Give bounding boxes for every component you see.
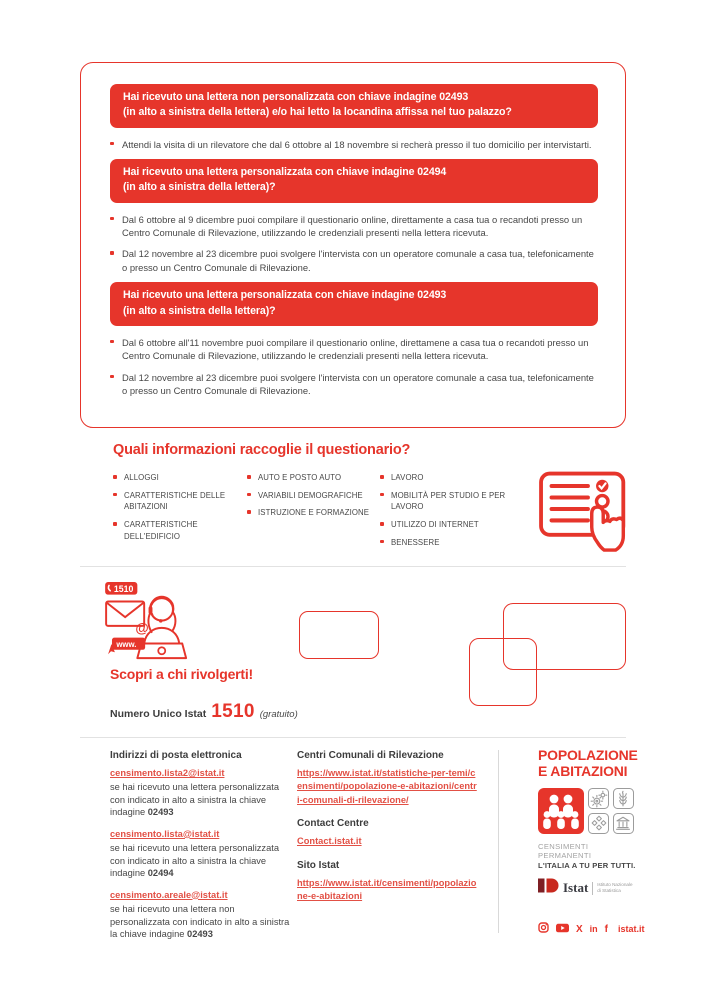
bullet-icon <box>110 251 114 255</box>
question-banner-3 <box>110 282 598 326</box>
x-twitter-icon[interactable]: X <box>576 923 583 935</box>
survey-key: 02494 <box>417 166 447 179</box>
number-label: Numero Unico Istat <box>110 708 207 720</box>
email-entry <box>110 828 294 880</box>
section-divider <box>80 566 626 567</box>
survey-key: 02493 <box>439 91 469 103</box>
bullet-icon <box>113 475 117 479</box>
svg-text:www.: www. <box>116 639 137 649</box>
bullet-icon <box>380 522 384 526</box>
answer-item: Dal 12 novembre al 23 dicembre puoi svolgere l'intervista con un operatore comunale a casa tua, telefonicamente o presso un Centro Comunale di Rilevazione. <box>110 371 598 398</box>
facebook-icon[interactable]: f <box>604 923 609 935</box>
survey-key: 02493 <box>147 807 174 818</box>
contact-centre-link[interactable]: Contact.istat.it <box>297 836 362 847</box>
question-line: (in alto a sinistra della lettera)? <box>123 304 276 317</box>
answer-item: Attendi la visita di un rilevatore che dal 6 ottobre al 18 novembre si recherà presso il tuo domicilio per intervistarti. <box>110 138 598 151</box>
phone-1510-badge <box>105 582 137 595</box>
social-links-row <box>538 920 645 938</box>
contact-operator-icon <box>104 582 198 667</box>
svg-text:@: @ <box>135 620 149 636</box>
number-note: (gratuito) <box>259 709 298 720</box>
info-item: AUTO E POSTO AUTO <box>247 472 380 484</box>
tagline: L'ITALIA A TU PER TUTTI. <box>538 861 636 871</box>
info-item: UTILIZZO DI INTERNET <box>380 519 525 531</box>
bullet-icon <box>113 493 117 497</box>
column-title: Sito Istat <box>297 859 340 871</box>
email-entry <box>110 767 294 819</box>
section-title: Quali informazioni raccoglie il questionario? <box>113 442 411 458</box>
bullet-icon <box>113 522 117 526</box>
census-pictogram-grid <box>588 788 634 834</box>
unique-number-row <box>110 701 298 723</box>
bullet-icon <box>110 142 114 146</box>
survey-key: 02494 <box>147 868 174 879</box>
email-description: se hai ricevuto una lettera non personalizzata con indicato in alto a sinistra la chiave indagine 02493 <box>110 904 290 940</box>
brand-title: POPOLAZIONE E ABITAZIONI <box>538 747 638 779</box>
question-line: (in alto a sinistra della lettera)? <box>123 181 276 194</box>
instagram-icon[interactable] <box>538 920 549 938</box>
linkedin-icon[interactable]: in <box>589 923 598 934</box>
bullet-icon <box>247 475 251 479</box>
bullet-icon <box>110 217 114 221</box>
bullet-icon <box>380 540 384 544</box>
bullet-icon <box>247 493 251 497</box>
email-envelope-icon <box>106 602 149 636</box>
question-line: (in alto a sinistra della lettera) e/o hai letto la locandina affissa nel tuo palazzo? <box>123 106 512 119</box>
question-line: Hai ricevuto una lettera non personalizzata con chiave indagine 02493 <box>123 91 469 103</box>
email-description: se hai ricevuto una lettera personalizzata con indicato in alto a sinistra la chiave indagine 02494 <box>110 843 279 879</box>
survey-key: 02493 <box>417 289 447 302</box>
answer-item: Dal 6 ottobre all'11 novembre puoi compilare il questionario online, direttamene a casa tua o recandoti presso un Centro Comunale di Rilevazione, utilizzando le credenziali presenti nella lettera ricevuta. <box>110 336 598 363</box>
diamonds-icon <box>588 813 609 834</box>
question-banner-1 <box>110 84 598 128</box>
qa-box <box>80 62 626 428</box>
answer-item: Dal 6 ottobre al 9 dicembre puoi compilare il questionario online, direttamente a casa tua o recandoti presso un Centro Comunale di Rilevazione, utilizzando le credenziali presenti nella lettera ricevuta. <box>110 213 598 240</box>
istat-mark-icon <box>538 878 559 898</box>
ccr-url-link[interactable]: https://www.istat.it/statistiche-per-temi/censimenti/popolazione-e-abitazioni/centri-comunali-di-rilevazione/ <box>297 768 477 805</box>
svg-text:1510: 1510 <box>113 583 134 594</box>
info-item: VARIABILI DEMOGRAFICHE <box>247 490 380 502</box>
vertical-divider <box>498 750 499 933</box>
census-logo <box>538 788 642 834</box>
phone-number: 1510 <box>211 701 255 722</box>
info-item: ALLOGGI <box>113 472 247 484</box>
tagline: CENSIMENTI PERMANENTI <box>538 842 592 861</box>
bullet-icon <box>380 475 384 479</box>
column-title: Contact Centre <box>297 818 369 830</box>
logo-divider <box>592 882 593 895</box>
istat-wordmark: Istat <box>563 880 589 896</box>
email-link-lista2[interactable]: censimento.lista2@istat.it <box>110 768 225 778</box>
istat-site-link[interactable]: https://www.istat.it/censimenti/popolazione-e-abitazioni <box>297 877 477 902</box>
bullet-icon <box>380 493 384 497</box>
info-item: MOBILITÀ PER STUDIO E PER LAVORO <box>380 490 525 513</box>
questionnaire-info-section <box>113 442 538 554</box>
info-column-2 <box>247 472 380 554</box>
email-entry <box>110 889 294 941</box>
bullet-icon <box>110 340 114 344</box>
questionnaire-checklist-icon <box>538 464 634 557</box>
info-item: BENESSERE <box>380 537 525 549</box>
wheat-icon <box>613 788 634 809</box>
gears-icon <box>588 788 609 809</box>
question-line: Hai ricevuto una lettera personalizzata con chiave indagine 02494 <box>123 166 447 179</box>
info-column-3 <box>380 472 525 554</box>
bullet-icon <box>110 375 114 379</box>
column-title: Indirizzi di posta elettronica <box>110 750 242 761</box>
footer-divider <box>80 737 626 738</box>
youtube-icon[interactable] <box>556 920 569 938</box>
survey-key: 02493 <box>187 929 213 940</box>
email-addresses-column <box>110 750 294 949</box>
email-link-areale[interactable]: censimento.areale@istat.it <box>110 889 228 900</box>
contact-section-title: Scopri a chi rivolgerti! <box>110 666 254 682</box>
decorative-rounded-rect <box>299 611 379 659</box>
istat-subtitle: Istituto Nazionale di Statistica <box>597 882 633 894</box>
bullet-icon <box>247 510 251 514</box>
istat-site-label: istat.it <box>618 924 645 934</box>
column-title: Centri Comunali di Rilevazione <box>297 750 444 761</box>
info-item: CARATTERISTICHE DELLE ABITAZIONI <box>113 490 247 513</box>
decorative-rounded-rect <box>469 638 537 706</box>
web-links-column <box>297 750 479 915</box>
info-item: LAVORO <box>380 472 525 484</box>
istat-logo <box>538 878 642 898</box>
email-description: se hai ricevuto una lettera personalizzata con indicato in alto a sinistra la chiave indagine 02493 <box>110 782 279 818</box>
bank-building-icon <box>613 813 634 834</box>
email-link-lista[interactable]: censimento.lista@istat.it <box>110 828 220 839</box>
question-line: Hai ricevuto una lettera personalizzata con chiave indagine 02493 <box>123 289 447 302</box>
answer-item: Dal 12 novembre al 23 dicembre puoi svolgere l'intervista con un operatore comunale a casa tua, telefonicamente o presso un Centro Comunale di Rilevazione. <box>110 247 598 274</box>
brand-column <box>538 748 642 898</box>
info-item: CARATTERISTICHE DELL'EDIFICIO <box>113 519 247 542</box>
family-icon <box>538 788 584 834</box>
info-item: ISTRUZIONE E FORMAZIONE <box>247 507 380 519</box>
question-banner-2 <box>110 159 598 203</box>
info-column-1 <box>113 472 247 554</box>
